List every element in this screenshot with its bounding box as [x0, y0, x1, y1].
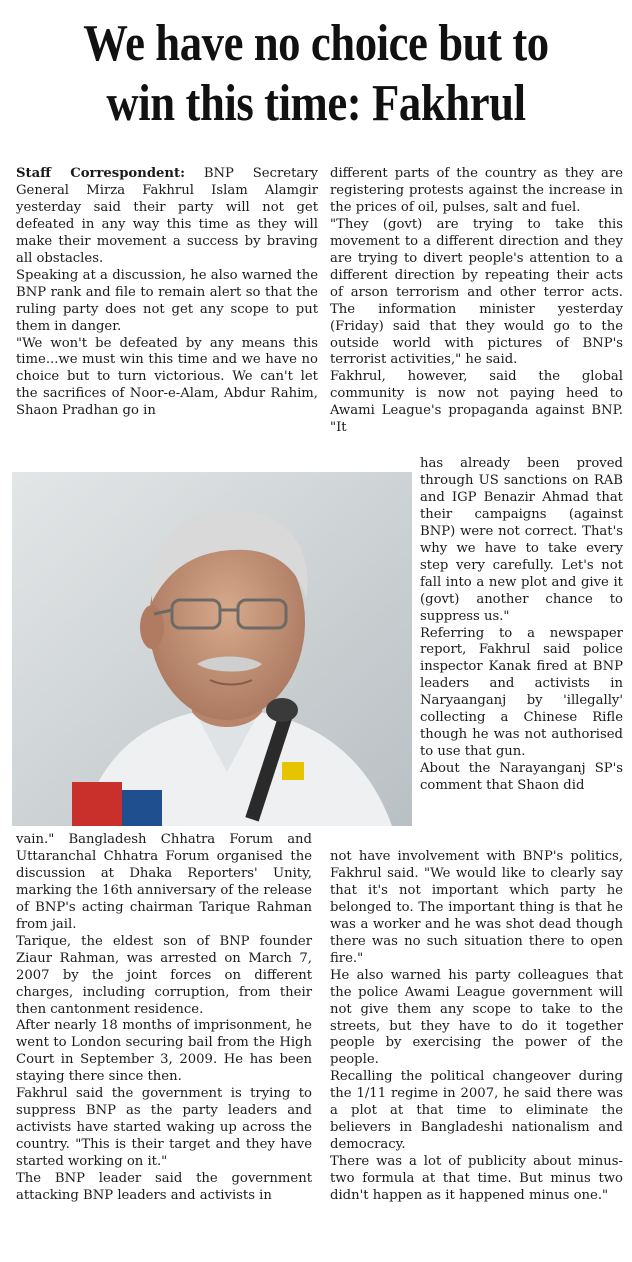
article-paragraph: Fakhrul, however, said the global community is now not paying heed to Awami League's propaganda against BNP. "It	[330, 369, 623, 436]
headline-line-1: We have no choice but to	[83, 15, 549, 72]
article-paragraph: has already been proved through US sanctions on RAB and IGP Benazir Ahmad that their campaigns (against BNP) were not correct. That's why we have to take every step very carefully. Let's not fall into a new plot and give it (govt) another chance to suppress us."	[420, 456, 623, 624]
article-paragraph: "They (govt) are trying to take this movement to a different direction and they are trying to divert people's attention to a different direction by repeating their acts of arson terrorism and other terror acts. The information minister yesterday (Friday) said that they would go to the outside world with pictures of BNP's terrorist activities," he said.	[330, 216, 623, 368]
article-paragraph: There was a lot of publicity about minus-two formula at that time. But minus two didn't happen as it happened minus one."	[330, 1154, 623, 1204]
article-paragraph: Speaking at a discussion, he also warned the BNP rank and file to remain alert so that the ruling party does not get any scope to put them in danger.	[16, 267, 318, 334]
article-column-right-narrow	[420, 456, 623, 795]
byline: Staff Correspondent:	[16, 166, 185, 181]
article-paragraph: Referring to a newspaper report, Fakhrul said police inspector Kanak fired at BNP leaders and activists in Naryaanganj by 'illegally' collecting a Chinese Rifle though he was not authorised to use that gun.	[420, 625, 623, 760]
article-column-right-bottom	[330, 849, 623, 1205]
headline-line-2: win this time: Fakhrul	[106, 75, 526, 132]
article-paragraph	[16, 166, 318, 268]
article-paragraph: vain." Bangladesh Chhatra Forum and Uttaranchal Chhatra Forum organised the discussion at Dhaka Reporters' Unity, marking the 16th anniversary of the release of BNP's acting chairman Tarique Rahman from jail.	[16, 832, 312, 932]
article-paragraph: Fakhrul said the government is trying to suppress BNP as the party leaders and activists have started waking up across the country. "This is their target and they have started working on it."	[16, 1086, 312, 1170]
article-paragraph: Recalling the political changeover during the 1/11 regime in 2007, he said there was a plot at that time to eliminate the believers in Bangladeshi nationalism and democracy.	[330, 1069, 623, 1153]
article-paragraph: "We won't be defeated by any means this time...we must win this time and we have no choice but to turn victorious. We can't let the sacrifices of Noor-e-Alam, Abdur Rahim, Shaon Pradhan go in	[16, 335, 318, 419]
article-paragraph: different parts of the country as they are registering protests against the increase in the prices of oil, pulses, salt and fuel.	[330, 166, 623, 215]
article-column-left-bottom	[16, 832, 312, 1205]
article-photo	[12, 472, 412, 826]
article-paragraph: not have involvement with BNP's politics, Fakhrul said. "We would like to clearly say that it's not important which party he belonged to. The important thing is that he was a worker and he was shot dead though there was no such situation there to open fire."	[330, 849, 623, 966]
article-paragraph: The BNP leader said the government attacking BNP leaders and activists in	[16, 1171, 312, 1204]
headline	[44, 14, 588, 134]
article-column-right	[330, 166, 623, 437]
paragraph-text: BNP Secretary General Mirza Fakhrul Islam Alamgir yesterday said their party will not get defeated in any way this time as they will make their movement a success by braving all obstacles.	[16, 166, 318, 266]
article-paragraph: He also warned his party colleagues that the police Awami League government will not give them any scope to take to the streets, but they have to do it together people by exercising the power of the people.	[330, 967, 623, 1068]
article-column-left-top	[16, 166, 318, 420]
article-paragraph: After nearly 18 months of imprisonment, he went to London securing bail from the High Court in September 3, 2009. He has been staying there since then.	[16, 1018, 312, 1085]
portrait-photo	[12, 472, 412, 826]
article-paragraph: Tarique, the eldest son of BNP founder Ziaur Rahman, was arrested on March 7, 2007 by the joint forces on different charges, including corruption, from their then cantonment residence.	[16, 933, 312, 1017]
article-paragraph: About the Narayanganj SP's comment that Shaon did	[420, 761, 623, 794]
